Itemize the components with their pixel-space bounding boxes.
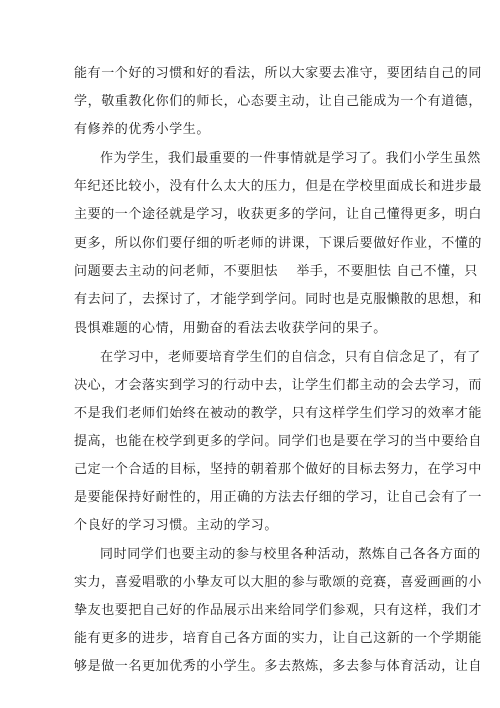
text-line: 学，敬重教化你们的师长，心态要主动，让自己能成为一个有道德，: [74, 94, 483, 109]
text-line: 提高，也能在校学到更多的学问。同学们也是要在学习的当中要给自: [74, 434, 483, 449]
text-line: 能有更多的进步，培育自己各方面的实力，让自己这新的一个学期能: [74, 631, 483, 646]
paragraph-first-line: 同时同学们也要主动的参与校里各种活动，熬炼自己各各方面的: [100, 547, 481, 562]
text-line: 不是我们老师们始终在被动的教学，只有这样学生们学习的效率才能: [74, 406, 483, 421]
paragraph-first-line: 作为学生，我们最重要的一件事情就是学习了。我们小学生虽然: [100, 151, 481, 166]
text-line: 挚友也要把自己好的作品展示出来给同学们参观，只有这样，我们才: [74, 603, 483, 618]
text-line: 问题要去主动的问老师，不要胆怯 举手，不要胆怯 自己不懂，只: [74, 264, 478, 279]
text-line: 能有一个好的习惯和好的看法，所以大家要去准守，要团结自己的同: [74, 66, 483, 81]
text-line: 决心，才会落实到学习的行动中去，让学生们都主动的会去学习，而: [74, 378, 483, 393]
text-line: 有修养的优秀小学生。: [74, 122, 211, 137]
paragraph-first-line: 在学习中，老师要培育学生们的自信念，只有自信念足了，有了: [100, 350, 481, 365]
text-line: 是要能保持好耐性的，用正确的方法去仔细的学习，让自己会有了一: [74, 490, 483, 505]
text-line: 有去问了，去探讨了，才能学到学问。同时也是克服懒散的思想，和: [74, 292, 483, 307]
text-line: 己定一个合适的目标，坚持的朝着那个做好的目标去努力，在学习中: [74, 462, 483, 477]
text-line: 够是做一名更加优秀的小学生。多去熬炼，多去参与体育活动，让自: [74, 659, 483, 674]
text-line: 畏惧难题的心情，用勤奋的看法去收获学问的果子。: [74, 321, 387, 336]
text-line: 更多，所以你们要仔细的听老师的讲课，下课后要做好作业，不懂的: [74, 236, 483, 251]
text-line: 主要的一个途径就是学习，收获更多的学问，让自己懂得更多，明白: [74, 207, 483, 222]
text-line: 年纪还比较小，没有什么太大的压力，但是在学校里面成长和进步最: [74, 179, 483, 194]
text-line: 实力，喜爱唱歌的小挚友可以大胆的参与歌颂的竞赛，喜爱画画的小: [74, 575, 483, 590]
text-line: 个良好的学习习惯。主动的学习。: [74, 518, 279, 533]
